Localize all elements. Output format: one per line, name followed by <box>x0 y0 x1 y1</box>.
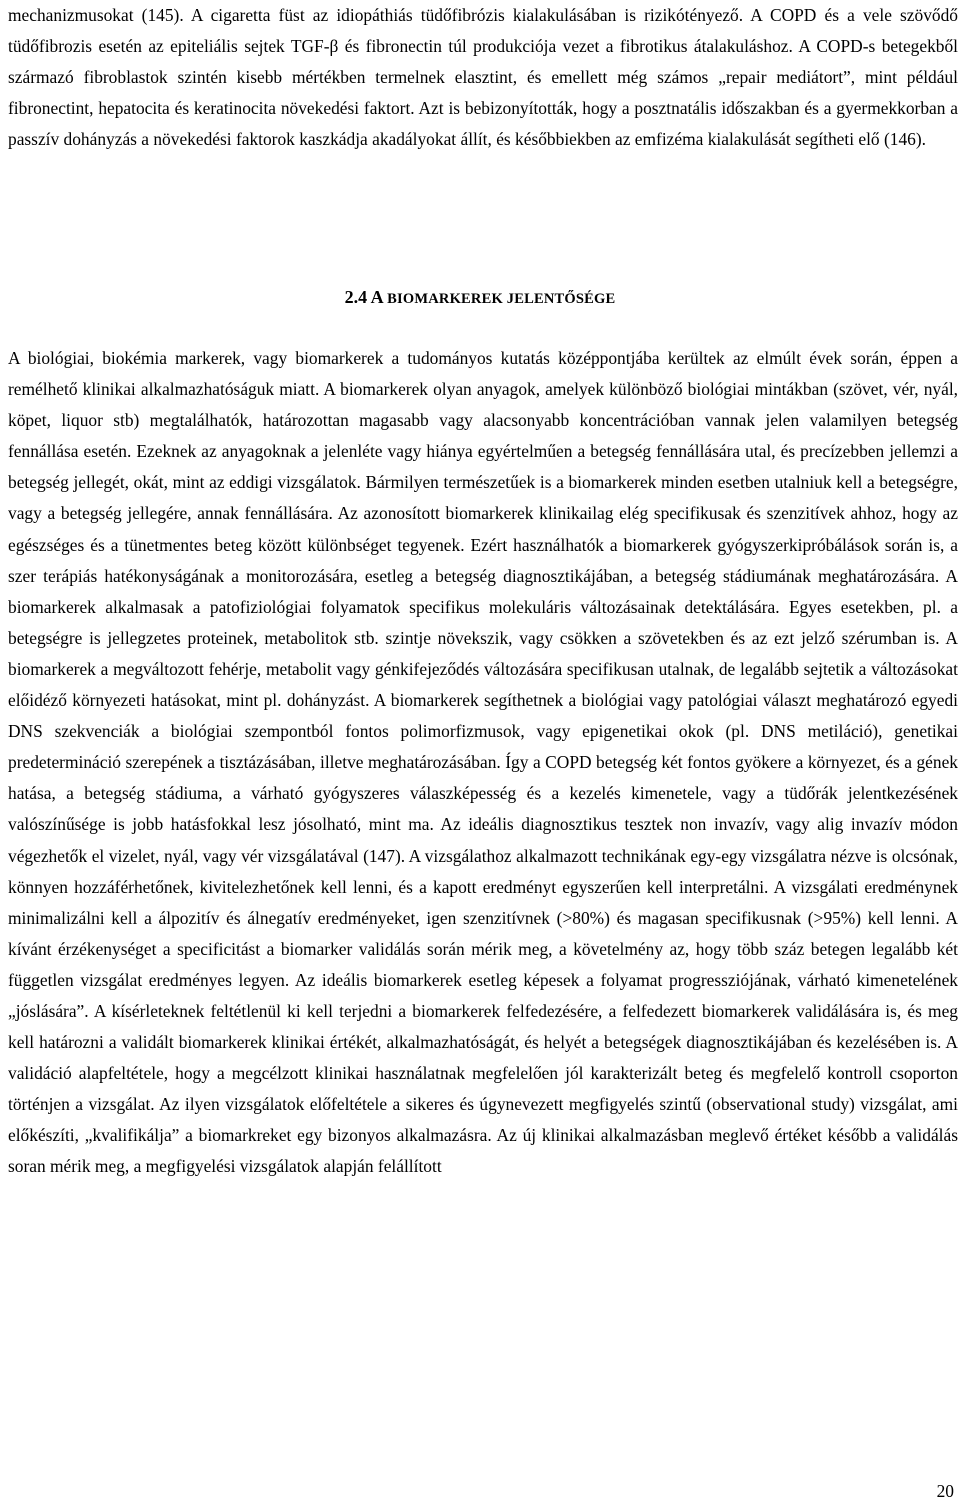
section-heading <box>0 284 960 312</box>
page-number: 20 <box>936 1481 954 1501</box>
paragraph-top: mechanizmusokat (145). A cigaretta füst az idiopáthiás tüdőfibrózis kialakulásában is rizikótényező. A COPD és a vele szövődő tüdőfibrozis esetén az epiteliális sejtek TGF-β és fibronectin túl produkciója vezet a fibrotikus átalakuláshoz. A COPD-s betegekből származó fibroblastok szintén kisebb mértékben termelnek elasztint, és emellett még számos „repair mediátort”, mint például fibronectint, hepatocita és keratinocita növekedési faktort. Azt is bebizonyították, hogy a posztnatális időszakban és a gyermekkorban a passzív dohányzás a növekedési faktorok kaszkádja akadályokat állít, és későbbiekben az emfizéma kialakulását segítheti elő (146). <box>8 5 958 150</box>
paragraph-main: A biológiai, biokémia markerek, vagy biomarkerek a tudományos kutatás középpontjába kerültek az elmúlt évek során, éppen a remélhető klinikai alkalmazhatóságuk miatt. A biomarkerek olyan anyagok, amelyek különböző biológiai mintákban (szövet, vér, nyál, köpet, liquor stb) megtalálhatók, határozottan magasabb vagy alacsonyabb koncentrációban vannak jelen valamilyen betegség fennállása esetén. Ezeknek az anyagoknak a jelenléte vagy hiánya egyértelműen a betegség fennállására utal, és precízebben jellemzi a betegség jellegét, okát, mint az eddigi vizsgálatok. Bármilyen természetűek is a biomarkerek minden esetben utalniuk kell a betegségre, vagy a betegség jellegére, annak fennállására. Az azonosított biomarkerek klinikailag elég specifikusak és szenzitívek ahhoz, hogy az egészséges és a tünetmentes beteg között különbséget tegyenek. Ezért használhatók a biomarkerek gyógyszerkipróbálások során is, a szer terápiás hatékonyságának a monitorozására, esetleg a betegség diagnosztikájában, a betegség stádiumának meghatározására. A biomarkerek alkalmasak a patofiziológiai folyamatok specifikus molekuláris változásainak detektálására. Egyes esetekben, pl. a betegségre is jellegzetes proteinek, metabolitok stb. szintje növekszik, vagy csökken a szövetekben és az ezt jelző szérumban is. A biomarkerek a megváltozott fehérje, metabolit vagy génkifejeződés változására specifikusan utalnak, de legalább sejtetik a változásokat előidéző környezeti hatásokat, mint pl. dohányzást. A biomarkerek segíthetnek a biológiai vagy patológiai választ meghatározó egyedi DNS szekvenciák a biológiai szempontból fontos polimorfizmusok, vagy epigenetikai okok (pl. DNS metiláció), genetikai predetermináció szerepének a tisztázásában, illetve meghatározásában. Így a COPD betegség két fontos gyökere a környezet, és a gének hatása, a betegség stádiuma, a várható gyógyszeres válaszképesség és a kezelés kimenetele, vagy a tüdőrák jelentkezésének valószínűsége is jobb hatásfokkal lesz jósolható, mint ma. Az ideális diagnosztikus tesztek non invazív, vagy alig invazív módon végezhetők el vizelet, nyál, vagy vér vizsgálatával (147). A vizsgálathoz alkalmazott technikának egy-egy vizsgálatra nézve is olcsónak, könnyen hozzáférhetőnek, kivitelezhetőnek kell lenni, és a kapott eredményt egyszerűen kell interpretálni. A vizsgálati eredménynek minimalizálni kell a álpozitív és álnegatív eredményeket, igen szenzitívnek (>80%) és magasan specifikusnak (>95%) kell lenni. A kívánt érzékenységet a specificitást a biomarker validálás során mérik meg, a követelmény az, hogy több száz betegen legalább két független vizsgálat eredményes legyen. Az ideális biomarkerek esetleg képesek a folyamat progressziójának, várható kimenetelének „jóslására”. A kísérleteknek feltétlenül ki kell terjedni a biomarkerek felfedezésére, a felfedezett biomarkerek validálására is, és meg kell határozni a validált biomarkerek klinikai értékét, alkalmazhatóságát, és helyét a betegségek diagnosztikájában és kezelésében is. A validáció alapfeltétele, hogy a megcélzott klinikai használatnak megfelelően jól karakterizált beteg és megfelelő kontroll csoporton történjen a vizsgálat. Az ilyen vizsgálatok előfeltétele a sikeres és úgynevezett megfigyelés szintű (observational study) vizsgálat, ami előkészíti, „kvalifikálja” a biomarkreket egy bizonyos alkalmazásra. Az új klinikai alkalmazásban meglevő értéket később a validálás soran mérik meg, a megfigyelési vizsgálatok alapján felállított <box>8 348 958 1177</box>
section-title-rest: BIOMARKEREK JELENTŐSÉGE <box>387 291 616 307</box>
section-number: 2.4 <box>344 287 368 307</box>
section-title-first-letter: A <box>370 287 383 307</box>
